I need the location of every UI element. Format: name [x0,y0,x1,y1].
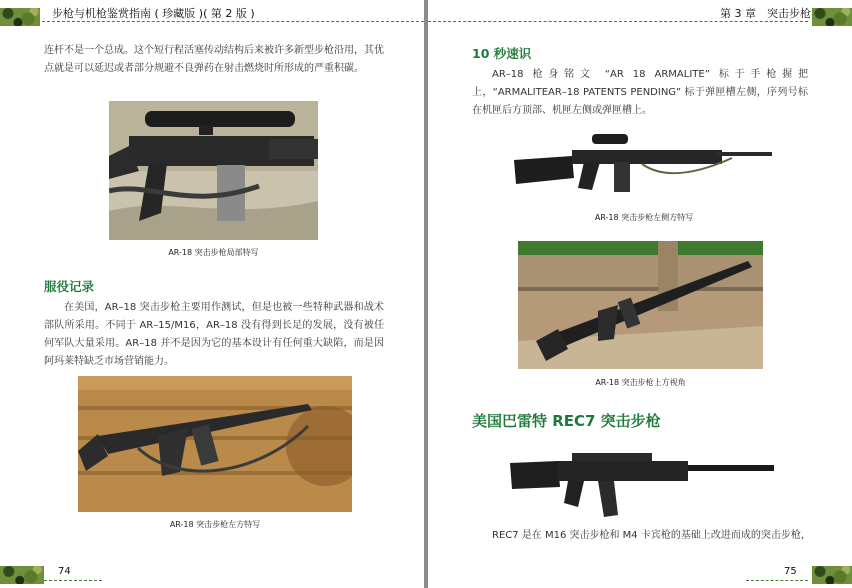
rec7-paragraph: REC7 是在 M16 突击步枪和 M4 卡宾枪的基础上改进而成的突击步枪， [492,530,811,541]
ar18-closeup-photo [109,101,318,240]
ar18-top-photo [518,241,763,369]
header-title: 步枪与机枪鉴赏指南 ( 珍藏版 )( 第 2 版 ) [52,7,255,20]
right-page [428,0,852,588]
photo4-caption: AR-18 突击步枪上方视角 [595,378,686,387]
ar18-side-photo [512,128,776,202]
header-chapter-title: 第 3 章 突击步枪 [720,7,811,20]
camo-header-decoration [812,8,852,26]
camo-footer-decoration [812,566,852,584]
page-number-right: 75 [784,566,797,577]
header-rule [42,21,424,22]
footer-rule [746,580,808,581]
camo-header-decoration [0,8,40,26]
ar18-left-photo [78,376,352,512]
left-page [0,0,424,588]
footer-rule [44,580,102,581]
rec7-photo [506,445,778,519]
section-title-service: 服役记录 [44,279,95,294]
service-paragraph: 在美国，AR–18 突击步枪主要用作测试，但是也被一些特种武器和战术部队所采用。不同于 AR–15/M16，AR–18 没有得到长足的发展，没有被任何军队大量采用。AR–18 并不是因为它的基本设计有任何重大缺陷，而是因阿玛莱特缺乏市场营销能力。 [44,302,384,367]
rec7-section-title: 美国巴雷特 REC7 突击步枪 [472,412,661,430]
photo2-caption: AR-18 突击步枪左方特写 [169,520,261,529]
section-title-quick-id: 10 秒速识 [472,46,532,61]
photo3-caption: AR-18 突击步枪左侧方特写 [594,213,694,222]
photo1-caption: AR-18 突击步枪局部特写 [168,248,259,257]
quick-id-paragraph: AR–18 枪身铭文 “AR 18 ARMALITE” 标于手枪握把上，“ARMALITEAR–18 PATENTS PENDING” 标于弹匣槽左侧，序列号标在机匣后方顶部、机匣左侧或弹匣槽上。 [472,69,808,116]
page-number-left: 74 [58,566,71,577]
camo-footer-decoration [0,566,44,584]
header-rule [428,21,808,22]
intro-paragraph: 连杆不是一个总成。这个短行程活塞传动结构后来被许多新型步枪沿用，其优点就是可以延迟或者部分规避不良弹药在射击燃烧时所形成的严重积碳。 [44,45,384,74]
